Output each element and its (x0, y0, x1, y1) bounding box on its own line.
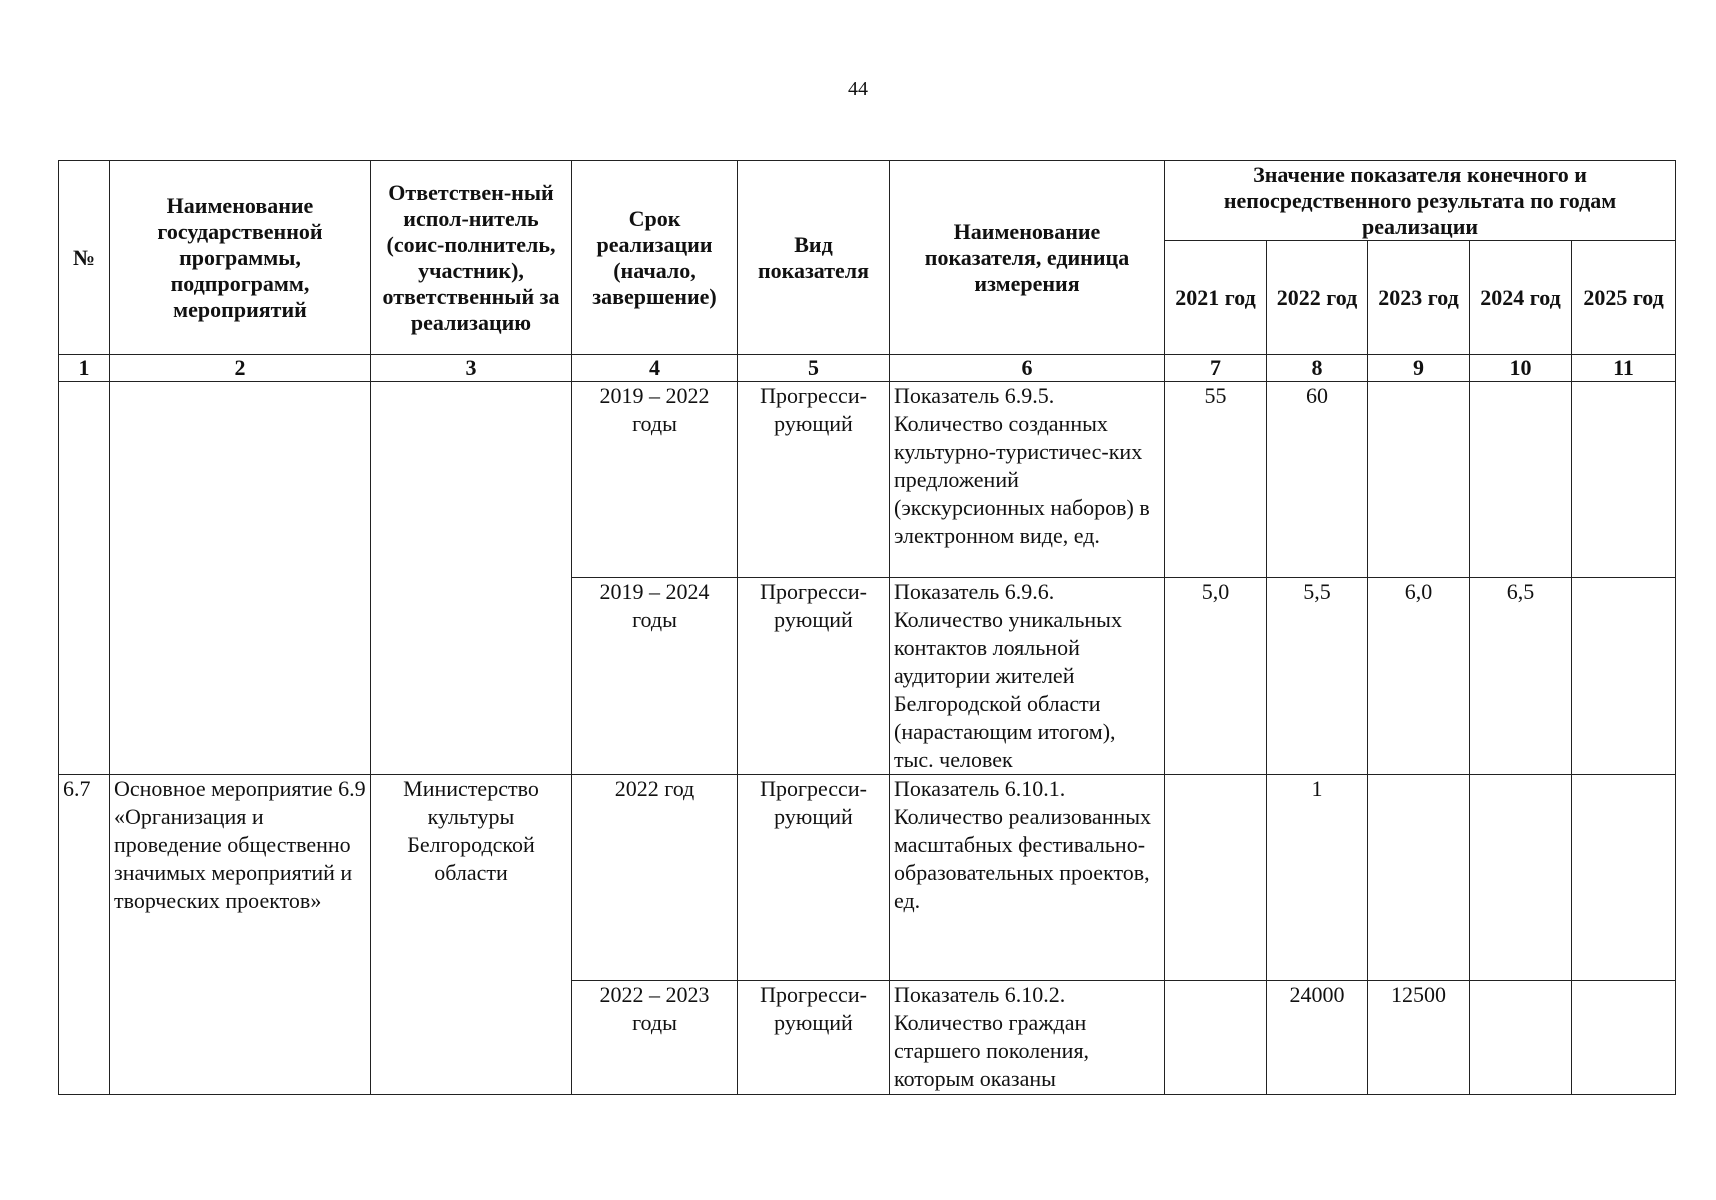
column-number: 11 (1572, 355, 1676, 382)
column-number: 6 (890, 355, 1165, 382)
value-2022-cell: 1 (1267, 775, 1368, 981)
table-row (59, 382, 1676, 578)
column-number: 1 (59, 355, 110, 382)
program-cell-empty (110, 382, 371, 775)
value-2024-cell (1470, 775, 1572, 981)
indicator-type-cell: Прогресси-рующий (738, 382, 890, 578)
indicator-name-cell: Показатель 6.9.5. Количество созданных культурно-туристичес-ких предложений (экскурсионных наборов) в электронном виде, ед. (890, 382, 1165, 578)
indicator-name-cell: Показатель 6.9.6. Количество уникальных контактов лояльной аудитории жителей Белгородской области (нарастающим итогом), тыс. человек (890, 578, 1165, 775)
value-2021-cell: 5,0 (1165, 578, 1267, 775)
value-2023-cell: 6,0 (1368, 578, 1470, 775)
header-responsible: Ответствен-ный испол-нитель (соис-полнитель, участник), ответственный за реализацию (371, 161, 572, 355)
value-2021-cell: 55 (1165, 382, 1267, 578)
program-table (58, 160, 1676, 1095)
indicator-name-cell: Показатель 6.10.2. Количество граждан старшего поколения, которым оказаны (890, 981, 1165, 1095)
value-2025-cell (1572, 775, 1676, 981)
header-program: Наименование государственной программы, подпрограмм, мероприятий (110, 161, 371, 355)
header-number: № (59, 161, 110, 355)
indicator-name-cell: Показатель 6.10.1. Количество реализованных масштабных фестивально-образовательных проектов, ед. (890, 775, 1165, 981)
header-year: 2021 год (1165, 241, 1267, 355)
header-year: 2024 год (1470, 241, 1572, 355)
value-2024-cell (1470, 981, 1572, 1095)
responsible-cell-empty (371, 382, 572, 775)
value-2022-cell: 60 (1267, 382, 1368, 578)
column-number: 7 (1165, 355, 1267, 382)
column-number: 9 (1368, 355, 1470, 382)
header-year: 2025 год (1572, 241, 1676, 355)
header-year: 2023 год (1368, 241, 1470, 355)
column-number: 5 (738, 355, 890, 382)
period-cell: 2019 – 2022 годы (572, 382, 738, 578)
value-2023-cell: 12500 (1368, 981, 1470, 1095)
value-2024-cell (1470, 382, 1572, 578)
period-cell: 2019 – 2024 годы (572, 578, 738, 775)
period-cell: 2022 – 2023 годы (572, 981, 738, 1095)
value-2022-cell: 5,5 (1267, 578, 1368, 775)
value-2024-cell: 6,5 (1470, 578, 1572, 775)
column-number: 2 (110, 355, 371, 382)
value-2022-cell: 24000 (1267, 981, 1368, 1095)
value-2025-cell (1572, 981, 1676, 1095)
value-2023-cell (1368, 775, 1470, 981)
header-values-group: Значение показателя конечного и непосредственного результата по годам реализации (1165, 161, 1676, 241)
indicator-type-cell: Прогресси-рующий (738, 578, 890, 775)
value-2021-cell (1165, 775, 1267, 981)
header-indicator-type: Вид показателя (738, 161, 890, 355)
number-cell-empty (59, 382, 110, 775)
column-number: 3 (371, 355, 572, 382)
column-number: 10 (1470, 355, 1572, 382)
value-2025-cell (1572, 578, 1676, 775)
value-2025-cell (1572, 382, 1676, 578)
indicator-type-cell: Прогресси-рующий (738, 775, 890, 981)
header-year: 2022 год (1267, 241, 1368, 355)
indicator-type-cell: Прогресси-рующий (738, 981, 890, 1095)
value-2021-cell (1165, 981, 1267, 1095)
number-cell: 6.7 (59, 775, 110, 1095)
table-row (59, 775, 1676, 981)
value-2023-cell (1368, 382, 1470, 578)
program-cell: Основное мероприятие 6.9 «Организация и проведение общественно значимых мероприятий и творческих проектов» (110, 775, 371, 1095)
column-number: 4 (572, 355, 738, 382)
column-number: 8 (1267, 355, 1368, 382)
period-cell: 2022 год (572, 775, 738, 981)
header-period: Срок реализации (начало, завершение) (572, 161, 738, 355)
header-indicator-name: Наименование показателя, единица измерения (890, 161, 1165, 355)
responsible-cell: Министерство культуры Белгородской области (371, 775, 572, 1095)
page-number: 44 (848, 78, 868, 100)
